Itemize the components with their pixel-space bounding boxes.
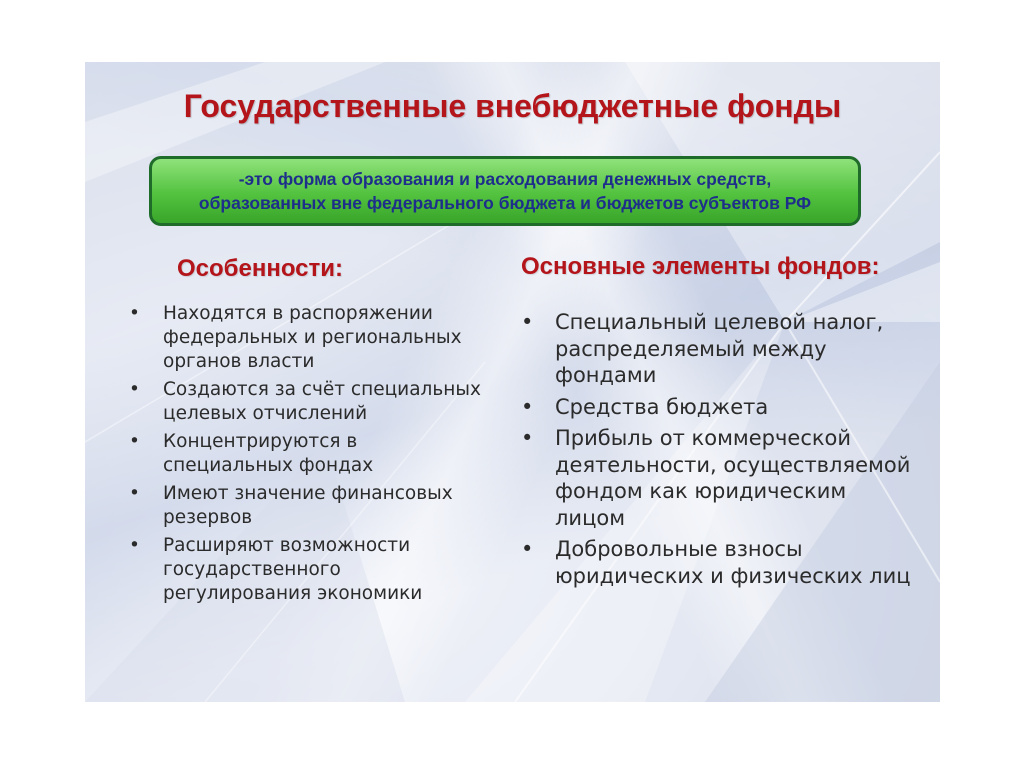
list-item-text: Специальный целевой налог, распределяемый между фондами xyxy=(555,310,884,387)
bullet-icon: • xyxy=(129,483,140,504)
list-item xyxy=(517,309,917,389)
features-list xyxy=(125,302,485,610)
bullet-icon: • xyxy=(129,303,140,324)
bullet-icon: • xyxy=(521,426,534,450)
list-item xyxy=(125,302,485,374)
bullet-icon: • xyxy=(129,535,140,556)
list-item xyxy=(125,430,485,478)
list-item xyxy=(125,534,485,606)
list-item xyxy=(125,482,485,530)
list-item-text: Расширяют возможности государственного регулирования экономики xyxy=(163,535,423,604)
slide xyxy=(85,62,940,702)
definition-box xyxy=(149,156,861,226)
list-item xyxy=(125,378,485,426)
slide-title: Государственные внебюджетные фонды xyxy=(183,88,842,124)
list-item-text: Прибыль от коммерческой деятельности, осуществляемой фондом как юридическим лицом xyxy=(555,426,911,530)
bullet-icon: • xyxy=(521,537,534,561)
list-item-text: Имеют значение финансовых резервов xyxy=(163,483,453,528)
list-item xyxy=(517,394,917,421)
bullet-icon: • xyxy=(129,431,140,452)
list-item-text: Находятся в распоряжении федеральных и региональных органов власти xyxy=(163,303,462,372)
list-item xyxy=(517,425,917,531)
bullet-icon: • xyxy=(129,379,140,400)
list-item-text: Средства бюджета xyxy=(555,394,769,419)
list-item-text: Добровольные взносы юридических и физических лиц xyxy=(555,537,911,588)
bullet-icon: • xyxy=(521,310,534,334)
elements-list xyxy=(517,309,917,594)
definition-text: -это форма образования и расходования денежных средств, образованных вне федерального бюджета и бюджетов субъектов РФ xyxy=(198,169,812,213)
list-item-text: Концентрируются в специальных фондах xyxy=(163,431,374,476)
bullet-icon: • xyxy=(521,394,534,419)
list-item-text: Создаются за счёт специальных целевых отчислений xyxy=(163,379,481,424)
features-heading: Особенности: xyxy=(177,255,344,282)
elements-heading: Основные элементы фондов: xyxy=(521,253,880,280)
list-item xyxy=(517,536,917,589)
